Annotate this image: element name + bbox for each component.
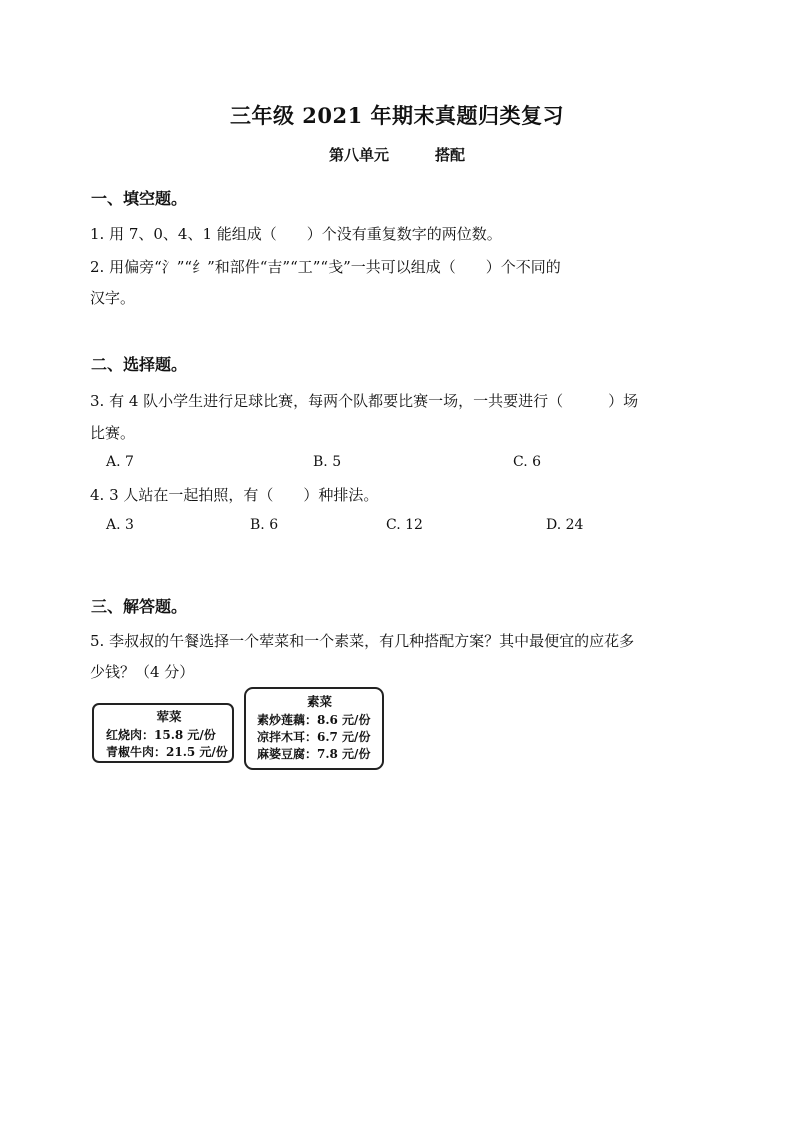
meat-item-2: 青椒牛肉：21.5 元/份 xyxy=(106,745,228,759)
veg-item-3: 麻婆豆腐：7.8 元/份 xyxy=(257,747,371,761)
question-5-line2: 少钱？（4 分） xyxy=(90,663,195,681)
meat-menu-card xyxy=(92,703,234,763)
q3-option-c[interactable]: C. 6 xyxy=(513,454,542,470)
q3-option-a[interactable]: A. 7 xyxy=(106,454,134,470)
unit-label: 第八单元 xyxy=(328,146,389,164)
meat-item-1: 红烧肉：15.8 元/份 xyxy=(106,728,216,742)
veg-menu-title: 素菜 xyxy=(306,694,332,709)
veg-item-1: 素炒莲藕：8.6 元/份 xyxy=(257,713,371,727)
question-3-line1: 3. 有 4 队小学生进行足球比赛，每两个队都要比赛一场，一共要进行（ ）场 xyxy=(90,392,639,410)
page-title: 三年级 2021 年期末真题归类复习 xyxy=(229,103,565,128)
q4-option-b[interactable]: B. 6 xyxy=(250,517,279,533)
question-2-line1: 2. 用偏旁“氵”“纟”和部件“吉”“工”“戋”一共可以组成（ ）个不同的 xyxy=(90,258,561,276)
question-2-line2: 汉字。 xyxy=(90,289,136,307)
question-4: 4. 3 人站在一起拍照，有（ ）种排法。 xyxy=(90,486,379,504)
section-heading-fill-blank: 一、填空题。 xyxy=(91,189,188,208)
question-1: 1. 用 7、0、4、1 能组成（ ）个没有重复数字的两位数。 xyxy=(90,225,502,243)
q4-option-a[interactable]: A. 3 xyxy=(106,517,134,533)
question-3-line2: 比赛。 xyxy=(90,424,136,442)
veg-item-2: 凉拌木耳：6.7 元/份 xyxy=(257,730,371,744)
meat-menu-title: 荤菜 xyxy=(156,709,182,724)
q3-option-b[interactable]: B. 5 xyxy=(313,454,342,470)
section-heading-choice: 二、选择题。 xyxy=(91,355,188,374)
topic-label: 搭配 xyxy=(435,146,466,164)
q4-option-c[interactable]: C. 12 xyxy=(386,517,423,533)
unit-subtitle xyxy=(0,144,794,165)
q4-option-d[interactable]: D. 24 xyxy=(546,517,584,533)
section-heading-solve: 三、解答题。 xyxy=(91,597,188,616)
veg-menu-card xyxy=(244,687,384,770)
question-5-line1: 5. 李叔叔的午餐选择一个荤菜和一个素菜，有几种搭配方案？其中最便宜的应花多 xyxy=(90,632,635,650)
